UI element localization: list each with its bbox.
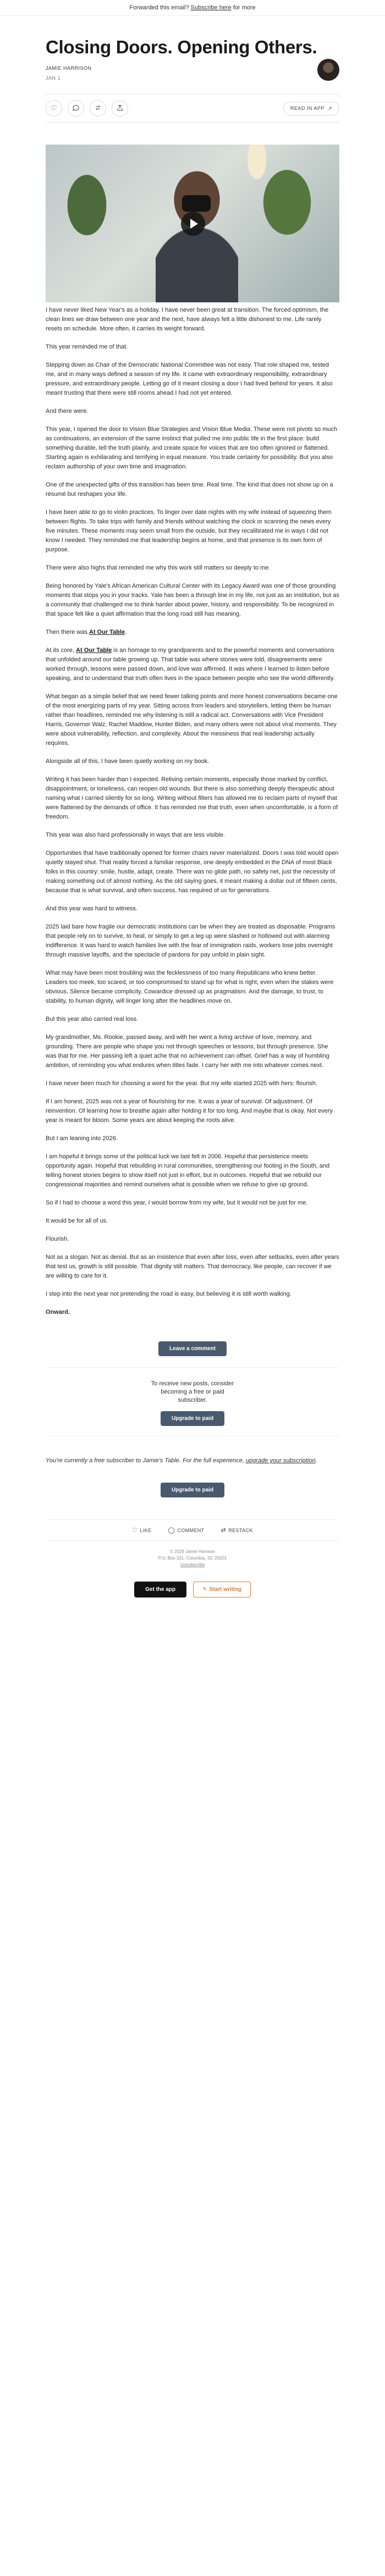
restack-icon: ⇄	[221, 1527, 227, 1534]
heart-icon: ♡	[51, 104, 57, 112]
heart-icon: ♡	[132, 1527, 138, 1534]
mailing-address: P.O. Box 321, Columbia, SC 29201	[158, 1556, 227, 1561]
table-paragraph	[46, 646, 339, 683]
leave-comment-button[interactable]: Leave a comment	[158, 1341, 227, 1356]
body-paragraph: 2025 laid bare how fragile our democratic institutions can be when they are treated as disposable. Programs that people rely on to survive, to heal, or simply to get a leg up were slashed or hollowed out with alarming indifference. It was hard to watch families live with the fear of immigration raids, workers lose jobs overnight through massive layoffs, and the spectacle of pardons for pay unfold in plain sight.	[46, 924, 336, 958]
publication-name: Jamie's Table	[142, 1457, 179, 1464]
unsubscribe-link[interactable]: Unsubscribe	[180, 1562, 205, 1567]
upgrade-button[interactable]: Upgrade to paid	[161, 1411, 224, 1426]
free-note-suffix: .	[315, 1457, 317, 1464]
footer-like-label: LIKE	[140, 1528, 152, 1533]
upgrade-area-2	[46, 1476, 339, 1497]
body-paragraph: Flourish.	[46, 1236, 69, 1242]
post-title[interactable]: Closing Doors. Opening Others.	[46, 37, 317, 57]
author-name[interactable]: JAMIE HARRISON	[46, 65, 92, 71]
comment-button[interactable]	[68, 100, 84, 117]
upgrade-subscription-link[interactable]: upgrade your subscription	[245, 1457, 316, 1464]
get-app-button[interactable]: Get the app	[134, 1582, 186, 1597]
post-date: JAN 1	[46, 75, 61, 81]
body-paragraph: Writing it has been harder than I expected. Reliving certain moments, especially those marked by conflict, disappointment, or loneliness, can reopen old wounds. But there is also something deeply therapeutic about naming what I carried silently for so long. Writing without filters has allowed me to reclaim parts of myself that were flattened by the demands of office. It has reminded me that truth, even when uncomfortable, is a form of freedom.	[46, 776, 338, 820]
video-frame-sunglasses	[182, 195, 211, 212]
free-note-mid: . For the full experience,	[179, 1457, 246, 1464]
comment-icon: ◯	[168, 1527, 175, 1534]
video-frame-lamp	[240, 145, 273, 194]
upgrade-button-2[interactable]: Upgrade to paid	[161, 1483, 224, 1497]
post-actions	[46, 94, 339, 123]
free-note-prefix: You're currently a free subscriber to	[46, 1457, 143, 1464]
start-writing-button[interactable]	[193, 1582, 251, 1597]
table-para-prefix: At its core,	[46, 647, 76, 654]
action-buttons	[46, 100, 128, 117]
body-paragraph: And this year was hard to witness.	[46, 905, 138, 912]
video-frame-plant-left	[62, 167, 112, 244]
body-paragraph: There were also highs that reminded me why this work still matters so deeply to me.	[46, 565, 271, 571]
pen-icon: ✎	[202, 1586, 207, 1593]
body-paragraph: And there were.	[46, 408, 89, 414]
body-paragraph: I have never been much for choosing a word for the year. But my wife started 2025 with hers: flourish.	[46, 1080, 318, 1087]
footer-address	[46, 1549, 339, 1568]
body-paragraph: What began as a simple belief that we need fewer talking points and more honest conversations became one of the most energizing parts of my year. Sitting across from leaders and storytellers, letting them be human rather than headlines, reminded me why listening is still a radical act. Conversations with Vice President Harris, Governor Walz, Rachel Maddow, Hunter Biden, and many others were not about viral moments. They were about vulnerability, reflection, and complexity. About the messiness that real leadership actually requires.	[46, 693, 338, 747]
subscribe-text: To receive new posts, consider becoming a free or paid subscriber.	[151, 1380, 234, 1403]
table-intro-suffix: .	[125, 629, 127, 635]
start-writing-label: Start writing	[209, 1586, 241, 1593]
free-subscriber-note	[46, 1456, 339, 1465]
footer-comment-button[interactable]	[168, 1527, 205, 1534]
post-container	[0, 37, 385, 1597]
forward-suffix: for more	[233, 4, 256, 11]
like-button[interactable]	[46, 100, 62, 117]
body-paragraph: This year was also hard professionally in ways that are less visible.	[46, 832, 225, 838]
play-icon[interactable]	[181, 212, 205, 236]
body-paragraph: What may have been most troubling was the fecklessness of too many Republicans who knew better. Leaders too meek, too scared, or too compromised to stand up for what is right, even when the stakes were obvious. Silence became complicity. Cowardice dressed up as pragmatism. And the damage, to trust, to stability, to human dignity, will linger long after the headlines move on.	[46, 970, 334, 1004]
share-icon	[117, 104, 123, 113]
restack-button[interactable]	[90, 100, 106, 117]
body-section-1	[46, 306, 339, 619]
body-paragraph: I have been able to go to violin practices. To linger over date nights with my wife instead of squeezing them between flights. To take trips with family and friends without watching the clock or scanning the news every five minutes. These moments may seem small from the outside, but they recalibrated me in ways I did not know I needed. They reminded me that leadership begins at home, and that presence is its own form of purpose.	[46, 509, 332, 553]
restack-icon	[95, 104, 101, 113]
forward-banner	[0, 0, 385, 16]
body-paragraph: One of the unexpected gifts of this transition has been time. Real time. The kind that does not show up on a résumé but reshapes your life.	[46, 482, 333, 497]
body-paragraph: But this year also carried real loss.	[46, 1016, 139, 1022]
body-paragraph: I have never liked New Year's as a holiday. I have never been great at transition. The forced optimism, the clean lines we draw between one year and the next, have always felt a little dishonest to me. Life rarely resets on schedule. More often, it carries its weight forward.	[46, 307, 329, 332]
footer-like-button[interactable]	[132, 1527, 151, 1534]
body-paragraph: Not as a slogan. Not as denial. But as an insistence that even after loss, even after setbacks, even after years that test us, growth is still possible. That dignity still matters. That democracy, like people, can recover if we are willing to care for it.	[46, 1254, 339, 1279]
video-player[interactable]	[46, 145, 339, 302]
bottom-buttons	[46, 1582, 339, 1597]
body-paragraph: I am hopeful it brings some of the political luck we last felt in 2006. Hopeful that persistence meets opportunity again. Hopeful that rebuilding in rural communities, strengthening our footing in the South, and telling honest stories begins to show itself not just in effort, but in outcomes. Hopeful that we rebuild our congressional majorities and remind ourselves what is possible when we refuse to give up ground.	[46, 1153, 330, 1188]
copyright: © 2026 Jamie Harrison	[170, 1549, 215, 1554]
arrow-up-right-icon: ↗	[327, 105, 332, 111]
body-paragraph: Being honored by Yale's African American Cultural Center with its Legacy Award was one of those grounding moments that stops you in your tracks. Yale has been a through line in my life, not just as an institution, but as a community that challenged me to think harder about power, history, and responsibility. To be recognized in that space felt like a quiet affirmation that the long road still has meaning.	[46, 583, 339, 617]
table-para-rest: is an homage to my grandparents and to the powerful moments and conversations that unfolded around our table growing up. That table was where stories were told, disagreements were worked through, lessons were passed down, and love was affirmed. It was where I learned to listen before speaking, and to understand that truth often lives in the space between people who see the world differently.	[46, 647, 335, 682]
body-paragraph: Alongside all of this, I have been quietly working on my book.	[46, 758, 210, 765]
at-our-table-link-2[interactable]: At Our Table	[76, 647, 112, 654]
signoff: Onward.	[46, 1309, 70, 1315]
read-in-app-label: READ IN APP	[290, 106, 324, 111]
body-paragraph: If I am honest, 2025 was not a year of flourishing for me. It was a year of survival. Of adjustment. Of reinvention. Of learning how to breathe again after holding it for too long. And maybe that is okay. Not every year is meant for bloom. Some years are about keeping the roots alive.	[46, 1098, 333, 1124]
at-our-table-link[interactable]: At Our Table	[89, 629, 125, 635]
title-row	[46, 37, 339, 81]
body-paragraph: I step into the next year not pretending the road is easy, but believing it is still worth walking.	[46, 1291, 292, 1297]
body-paragraph: Stepping down as Chair of the Democratic National Committee was not easy. That role shaped me, tested me, and in many ways defined a season of my life. It came with extraordinary responsibility, extraordinary pressure, and extraordinary people. Letting go of it meant closing a door I had lived behind for years. It also meant trusting that there were still rooms ahead I had not yet entered.	[46, 362, 333, 396]
body-paragraph: But I am leaning into 2026.	[46, 1135, 118, 1142]
author-avatar[interactable]	[317, 59, 339, 81]
footer-restack-button[interactable]	[221, 1527, 253, 1534]
body-paragraph: So if I had to choose a word this year, I would borrow from my wife, but it would not be just for me.	[46, 1199, 308, 1206]
share-button[interactable]	[112, 100, 128, 117]
subscribe-box	[46, 1367, 339, 1436]
cta-area	[46, 1326, 339, 1356]
post-body	[46, 306, 339, 1317]
footer-comment-label: COMMENT	[177, 1528, 205, 1533]
comment-icon	[73, 104, 79, 113]
read-in-app-button[interactable]	[283, 102, 339, 115]
title-block	[46, 37, 317, 81]
footer-actions	[46, 1519, 339, 1541]
table-intro-prefix: Then there was	[46, 629, 89, 635]
body-paragraph: This year, I opened the door to Vision Blue Strategies and Vision Blue Media. These were not pivots so much as continuations, an extension of the same instinct that pulled me into public life in the first place: build something durable, tell the truth plainly, and create space for voices that are too often ignored or flattened. Starting again is exhilarating and terrifying in equal measure. You trade certainty for possibility. But you also reclaim authorship of your own time and imagination.	[46, 426, 338, 470]
body-paragraph: It would be for all of us.	[46, 1218, 108, 1224]
subscribe-link[interactable]: Subscribe here	[190, 4, 232, 11]
byline	[46, 65, 317, 81]
footer-restack-label: RESTACK	[228, 1528, 253, 1533]
table-intro	[46, 628, 339, 637]
body-paragraph: My grandmother, Ms. Rookie, passed away, and with her went a living archive of love, memory, and grounding. There are people who shape you not through speeches or lessons, but through presence. She was that for me. Her passing left a quiet ache that no achievement can offset. Grief has a way of humbling ambition, of reminding you what endures when titles fade. I carry her with me into whatever comes next.	[46, 1034, 329, 1069]
body-paragraph: Opportunities that have traditionally opened for former chairs never materialized. Doors I was told would open quietly stayed shut. That reality forced a familiar response, one deeply embedded in the DNA of most Black folks in this country: smile, hustle, adapt, create. There was no glide path, no safety net, just the necessity of making something out of almost nothing. As the old saying goes, it meant making a dollar out of fifteen cents, because that is what survival, and often success, has required of us for generations.	[46, 850, 339, 894]
forward-text: Forwarded this email?	[129, 4, 189, 11]
body-section-2	[46, 692, 339, 1299]
body-paragraph: This year reminded me of that.	[46, 344, 128, 350]
